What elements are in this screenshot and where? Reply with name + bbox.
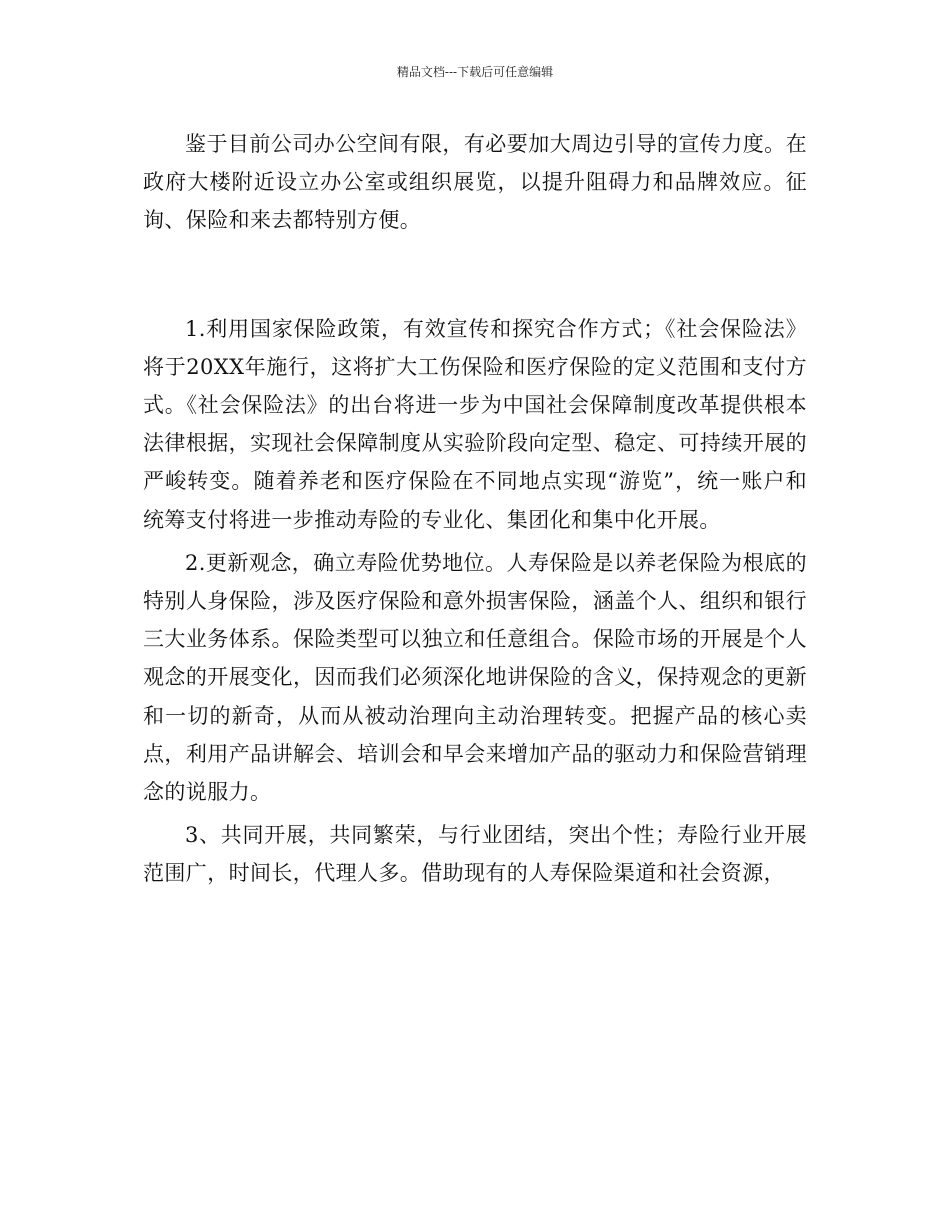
page-header: 精品文档---下载后可任意编辑	[396, 65, 554, 79]
paragraph-1: 1.利用国家保险政策，有效宣传和探究合作方式；《社会保险法》将于20XX年施行，这将扩大工伤保险和医疗保险的定义范围和支付方式。《社会保险法》的出台将进一步为中国社会保障制度改革提供根本法律根据，实现社会保障制度从实验阶段向定型、稳定、可持续开展的严峻转变。随着养老和医疗保险在不同地点实现“游览”，统一账户和统筹支付将进一步推动寿险的专业化、集团化和集中化开展。	[143, 316, 807, 532]
paragraph-2: 2.更新观念，确立寿险优势地位。人寿保险是以养老保险为根底的特别人身保险，涉及医疗保险和意外损害保险，涵盖个人、组织和银行三大业务体系。保险类型可以独立和任意组合。保险市场的开展是个人观念的开展变化，因而我们必须深化地讲保险的含义，保持观念的更新和一切的新奇，从而从被动治理向主动治理转变。把握产品的核心卖点，利用产品讲解会、培训会和早会来增加产品的驱动力和保险营销理念的说服力。	[143, 550, 807, 805]
paragraph-gap	[143, 240, 807, 310]
paragraph-intro: 鉴于目前公司办公空间有限，有必要加大周边引导的宣传力度。在政府大楼附近设立办公室或组织展览，以提升阻碍力和品牌效应。征询、保险和来去都特别方便。	[143, 132, 807, 233]
document-body	[143, 125, 807, 893]
paragraph-3: 3、共同开展，共同繁荣，与行业团结，突出个性；寿险行业开展范围广，时间长，代理人多。借助现有的人寿保险渠道和社会资源，	[143, 823, 807, 886]
